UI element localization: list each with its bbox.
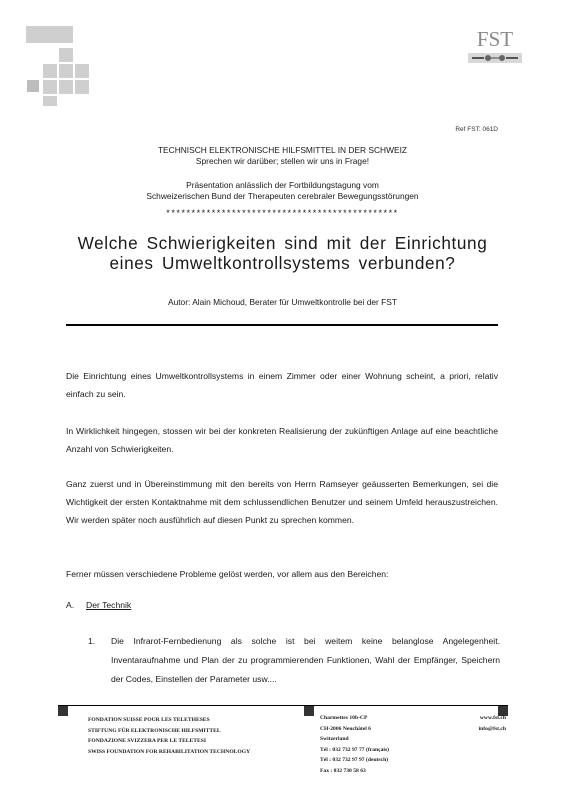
paragraph-3: Ganz zuerst und in Übereinstimmung mit den bereits von Herrn Ramseyer geäusserten Bemerkungen, sei die Wichtigkeit der ersten Kontaktnahme mit dem schlussendlichen Benutzer und seinem Umfeld herauszustreichen. Wir werden später noch ausführlich auf diesen Punkt zu sprechen kommen. bbox=[66, 479, 498, 525]
foundation-name-en: SWISS FOUNDATION FOR REHABILITATION TECHNOLOGY bbox=[88, 748, 251, 755]
foundation-name-it: FONDAZIONE SVIZZERA PER LE TELETESI bbox=[88, 738, 207, 744]
footer-contact bbox=[460, 713, 506, 734]
footer-address bbox=[320, 713, 389, 776]
deco-square bbox=[43, 64, 57, 78]
footer-foundation bbox=[88, 715, 250, 757]
deco-square bbox=[59, 64, 73, 78]
paragraph-1: Die Einrichtung eines Umweltkontrollsystems in einem Zimmer oder einer Wohnung scheint, a priori, relativ einfach zu sein. bbox=[66, 371, 498, 399]
address-country: Switzerland bbox=[320, 736, 349, 742]
author-line: Autor: Alain Michoud, Berater für Umweltkontrolle bei der FST bbox=[167, 297, 397, 307]
deco-square bbox=[59, 80, 73, 94]
footer-square bbox=[304, 706, 314, 716]
deco-square bbox=[43, 96, 57, 106]
header-divider bbox=[66, 324, 498, 326]
deco-square bbox=[59, 48, 73, 62]
deco-square bbox=[75, 80, 89, 94]
presentation-line-2: Schweizerischen Bund der Therapeuten cerebraler Bewegungsstörungen bbox=[146, 191, 419, 201]
title-line-2: eines Umweltkontrollsystems verbunden? bbox=[109, 253, 456, 273]
org-line: TECHNISCH ELEKTRONISCHE HILFSMITTEL IN DER SCHWEIZ bbox=[157, 145, 408, 155]
email-link[interactable]: info@fst.ch bbox=[478, 725, 506, 732]
section-title: Der Technik bbox=[86, 600, 132, 610]
phone-de: Tél : 032 732 97 97 (deutsch) bbox=[320, 757, 389, 763]
phone-fr: Tél : 032 732 97 77 (français) bbox=[320, 746, 389, 753]
fst-logo bbox=[466, 26, 524, 70]
website-link[interactable]: www.fst.ch bbox=[479, 715, 506, 721]
title-line-1: Welche Schwierigkeiten sind mit der Einrichtung bbox=[77, 233, 488, 253]
foundation-name-fr: FONDATION SUISSE POUR LES TELETHESES bbox=[88, 717, 210, 723]
list-item bbox=[88, 632, 500, 689]
footer-divider bbox=[58, 705, 508, 706]
deco-square bbox=[59, 26, 73, 43]
document-title bbox=[0, 233, 565, 273]
section-letter: A. bbox=[66, 600, 75, 610]
deco-square bbox=[43, 80, 57, 94]
tagline: Sprechen wir darüber; stellen wir uns in Frage! bbox=[195, 156, 370, 166]
address-street: Charmettes 10b-CP bbox=[320, 715, 368, 721]
deco-square bbox=[26, 26, 59, 43]
deco-square bbox=[75, 64, 89, 78]
deco-square bbox=[27, 80, 39, 92]
presentation-line-1: Präsentation anlässlich der Fortbildungstagung vom bbox=[186, 180, 379, 190]
footer-square bbox=[58, 706, 68, 716]
logo-text: FST bbox=[476, 27, 514, 51]
list-item-number: 1. bbox=[88, 636, 96, 646]
foundation-name-de: STIFTUNG FÜR ELEKTRONISCHE HILFSMITTEL bbox=[88, 727, 221, 734]
paragraph-2: In Wirklichkeit hingegen, stossen wir bei der konkreten Realisierung der zukünftigen Anlage auf eine beachtliche Anzahl von Schwierigkeiten. bbox=[66, 426, 498, 454]
address-city: CH-2006 Neuchâtel 6 bbox=[320, 725, 371, 732]
fax: Fax : 032 730 58 63 bbox=[320, 767, 366, 774]
paragraph-4: Ferner müssen verschiedene Probleme gelöst werden, vor allem aus den Bereichen: bbox=[66, 569, 389, 579]
reference-number: Ref FST: 061D bbox=[455, 126, 498, 133]
star-separator: ********************************************** bbox=[166, 208, 399, 218]
list-item-text: Die Infrarot-Fernbedienung als solche ist bei weitem keine belanglose Angelegenheit. Inventaraufnahme und Plan der zu programmierenden Funktionen, Wahl der Empfänger, Speichern der Codes, Einstellen der Parameter usw.... bbox=[111, 636, 500, 684]
section-heading bbox=[66, 600, 131, 610]
